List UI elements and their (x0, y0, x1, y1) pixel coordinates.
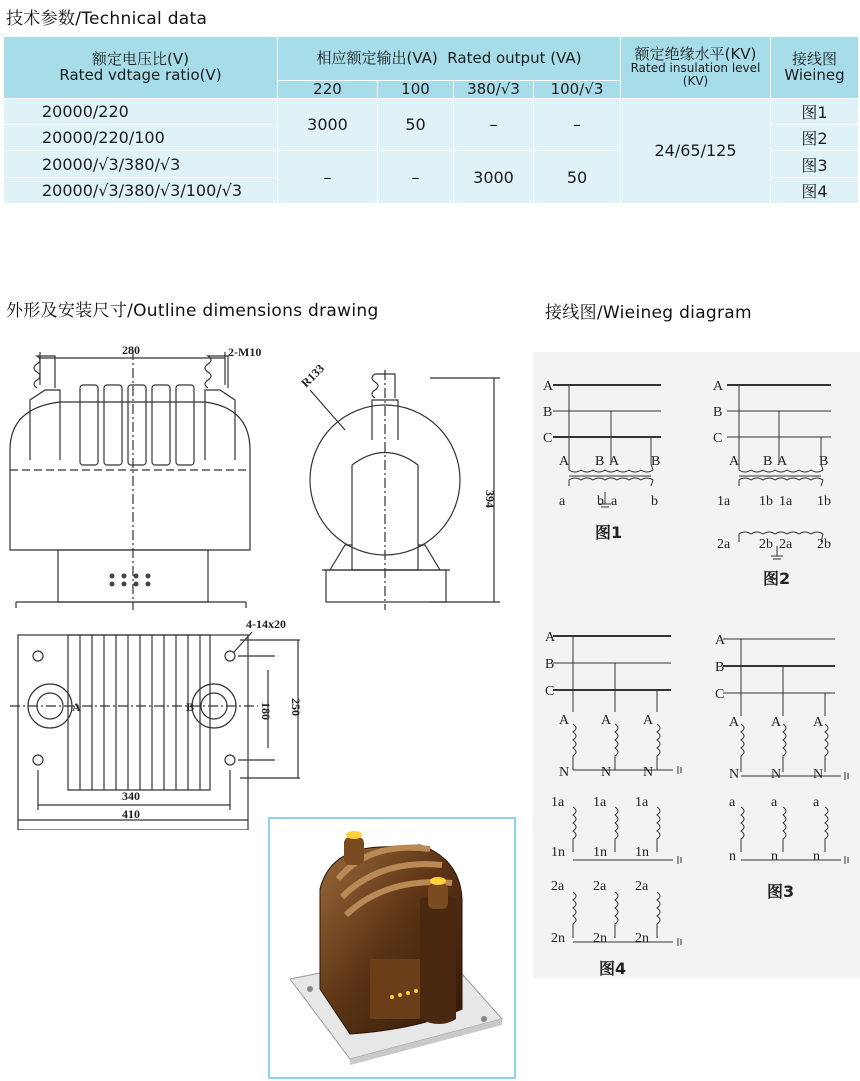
dim-height: 394 (483, 490, 497, 508)
fig2-primary-b2: B (819, 454, 829, 469)
fig2-primary-a2: A (777, 454, 788, 469)
wiring-diagrams (533, 352, 860, 978)
fig3-sec-n3: n (813, 849, 820, 864)
output-220-top: 3000 (278, 98, 378, 151)
fig3-sec-a3: a (813, 795, 820, 810)
fig-ref-4: 图4 (771, 177, 859, 203)
fig4-1a-3: 1a (635, 795, 649, 810)
fig4-coil-a1: A (559, 713, 570, 728)
fig2-phase-a: A (713, 379, 724, 394)
dim-pitch-a: 180 (259, 702, 273, 720)
fig4-2n-3: 2n (635, 931, 649, 946)
fig1-phase-b: B (543, 405, 553, 420)
front-view (10, 350, 250, 610)
fig3-caption: 图3 (767, 882, 795, 901)
fig1-primary-a2: A (609, 454, 620, 469)
fig2-phase-b: B (713, 405, 723, 420)
fig-ref-1: 图1 (771, 98, 859, 124)
fig4-coil-a2: A (601, 713, 612, 728)
fig4-2a-1: 2a (551, 879, 565, 894)
fig1-caption: 图1 (595, 523, 623, 542)
fig4-2n-1: 2n (551, 931, 565, 946)
fig4-2n-2: 2n (593, 931, 607, 946)
ratio-1: 20000/220 (4, 98, 278, 124)
technical-data-title: 技术参数/Technical data (6, 9, 208, 29)
outline-title: 外形及安装尺寸/Outline dimensions drawing (6, 301, 379, 321)
fig3-sec-a1: a (729, 795, 736, 810)
output-380-top: – (454, 98, 534, 151)
fig4-phase-a: A (545, 630, 556, 645)
header-wiring-en: Wieineg (784, 66, 845, 85)
fig2-sec1-b2: 1b (817, 494, 831, 509)
product-photo (268, 817, 516, 1079)
fig2-sec2-a1: 2a (717, 537, 731, 552)
fig2-sec2-b2: 2b (817, 537, 831, 552)
output-100r3-bot: 50 (534, 151, 621, 204)
dim-top-width: 280 (122, 343, 140, 357)
fig2-sec2-b1: 2b (759, 537, 773, 552)
fig1-primary-a1: A (559, 454, 570, 469)
dim-radius: R133 (298, 361, 327, 391)
header-insulation-cn: 额定绝缘水平(KV) (634, 45, 757, 64)
fig4-coil-n1: N (559, 765, 570, 780)
fig2-sec1-a1: 1a (717, 494, 731, 509)
dim-inner-width: 340 (122, 789, 140, 803)
fig4-2a-3: 2a (635, 879, 649, 894)
fig1-sec-b2: b (651, 494, 658, 509)
header-wiring-cn: 接线图 (791, 50, 837, 69)
fig4-coil-a3: A (643, 713, 654, 728)
dim-holes: 4-14x20 (246, 617, 286, 631)
fig2-sec2-a2: 2a (779, 537, 793, 552)
fig2-sec1-b1: 1b (759, 494, 773, 509)
outline-drawing (0, 330, 520, 830)
output-100r3-top: – (534, 98, 621, 151)
fig2-phase-c: C (713, 431, 723, 446)
fig-ref-3: 图3 (771, 151, 859, 177)
fig1-phase-a: A (543, 379, 554, 394)
header-wiring (771, 37, 859, 99)
terminal-b-label: B (186, 700, 195, 714)
fig3-sec-a2: a (771, 795, 778, 810)
output-380-bot: 3000 (454, 151, 534, 204)
fig2-primary-b1: B (763, 454, 773, 469)
fig4-1a-1: 1a (551, 795, 565, 810)
ratio-3: 20000/√3/380/√3 (4, 151, 278, 177)
fig4-2a-2: 2a (593, 879, 607, 894)
fig3-sec-n2: n (771, 849, 778, 864)
header-voltage-ratio (4, 37, 278, 99)
transformer-illustration (270, 819, 514, 1077)
dim-outer-width: 410 (122, 807, 140, 821)
fig3-phase-c: C (715, 687, 725, 702)
fig4-1n-3: 1n (635, 845, 649, 860)
fig3-coil-a2: A (771, 715, 782, 730)
fig4-coil-n2: N (601, 765, 612, 780)
fig3-coil-n1: N (729, 767, 740, 782)
output-100-bot: – (378, 151, 454, 204)
fig-ref-2: 图2 (771, 125, 859, 151)
fig3-coil-n3: N (813, 767, 824, 782)
ratio-4: 20000/√3/380/√3/100/√3 (4, 177, 278, 203)
wiring-title: 接线图/Wieineg diagram (545, 303, 752, 323)
header-voltage-ratio-en: Rated vdtage ratio(V) (59, 66, 222, 85)
technical-data-table (3, 36, 859, 204)
fig4-caption: 图4 (599, 959, 627, 978)
header-insulation (621, 37, 771, 99)
fig4-1n-2: 1n (593, 845, 607, 860)
sub-100r3: 100/√3 (534, 80, 621, 98)
fig2-primary-a1: A (729, 454, 740, 469)
header-rated-output: 相应额定输出(VA) Rated output (VA) (278, 37, 621, 81)
fig1-phase-c: C (543, 431, 553, 446)
plan-view (10, 632, 300, 830)
insulation-value: 24/65/125 (621, 98, 771, 203)
terminal-a-label: A (72, 700, 81, 714)
fig3-coil-n2: N (771, 767, 782, 782)
fig3-phase-a: A (715, 633, 726, 648)
fig4-phase-b: B (545, 657, 555, 672)
fig4-1a-2: 1a (593, 795, 607, 810)
fig4-1n-1: 1n (551, 845, 565, 860)
header-insulation-en: Rated insulation level (KV) (630, 61, 761, 89)
output-100-top: 50 (378, 98, 454, 151)
fig1-sec-b1: b (597, 494, 604, 509)
fig1-sec-a1: a (559, 494, 566, 509)
fig4-coil-n3: N (643, 765, 654, 780)
fig3-phase-b: B (715, 660, 725, 675)
fig3-sec-n1: n (729, 849, 736, 864)
output-220-bot: – (278, 151, 378, 204)
dim-bolt: 2-M10 (228, 345, 262, 359)
fig4-phase-c: C (545, 684, 555, 699)
side-view (310, 370, 500, 610)
fig2-caption: 图2 (763, 569, 791, 588)
sub-380: 380/√3 (454, 80, 534, 98)
ratio-2: 20000/220/100 (4, 125, 278, 151)
fig1-primary-b2: B (651, 454, 661, 469)
header-voltage-ratio-cn: 额定电压比(V) (92, 50, 189, 69)
fig3-coil-a3: A (813, 715, 824, 730)
sub-220: 220 (278, 80, 378, 98)
fig3-coil-a1: A (729, 715, 740, 730)
dim-pitch-b: 250 (289, 698, 303, 716)
fig2-sec1-a2: 1a (779, 494, 793, 509)
fig1-sec-a2: a (611, 494, 618, 509)
sub-100: 100 (378, 80, 454, 98)
fig1-primary-b1: B (595, 454, 605, 469)
